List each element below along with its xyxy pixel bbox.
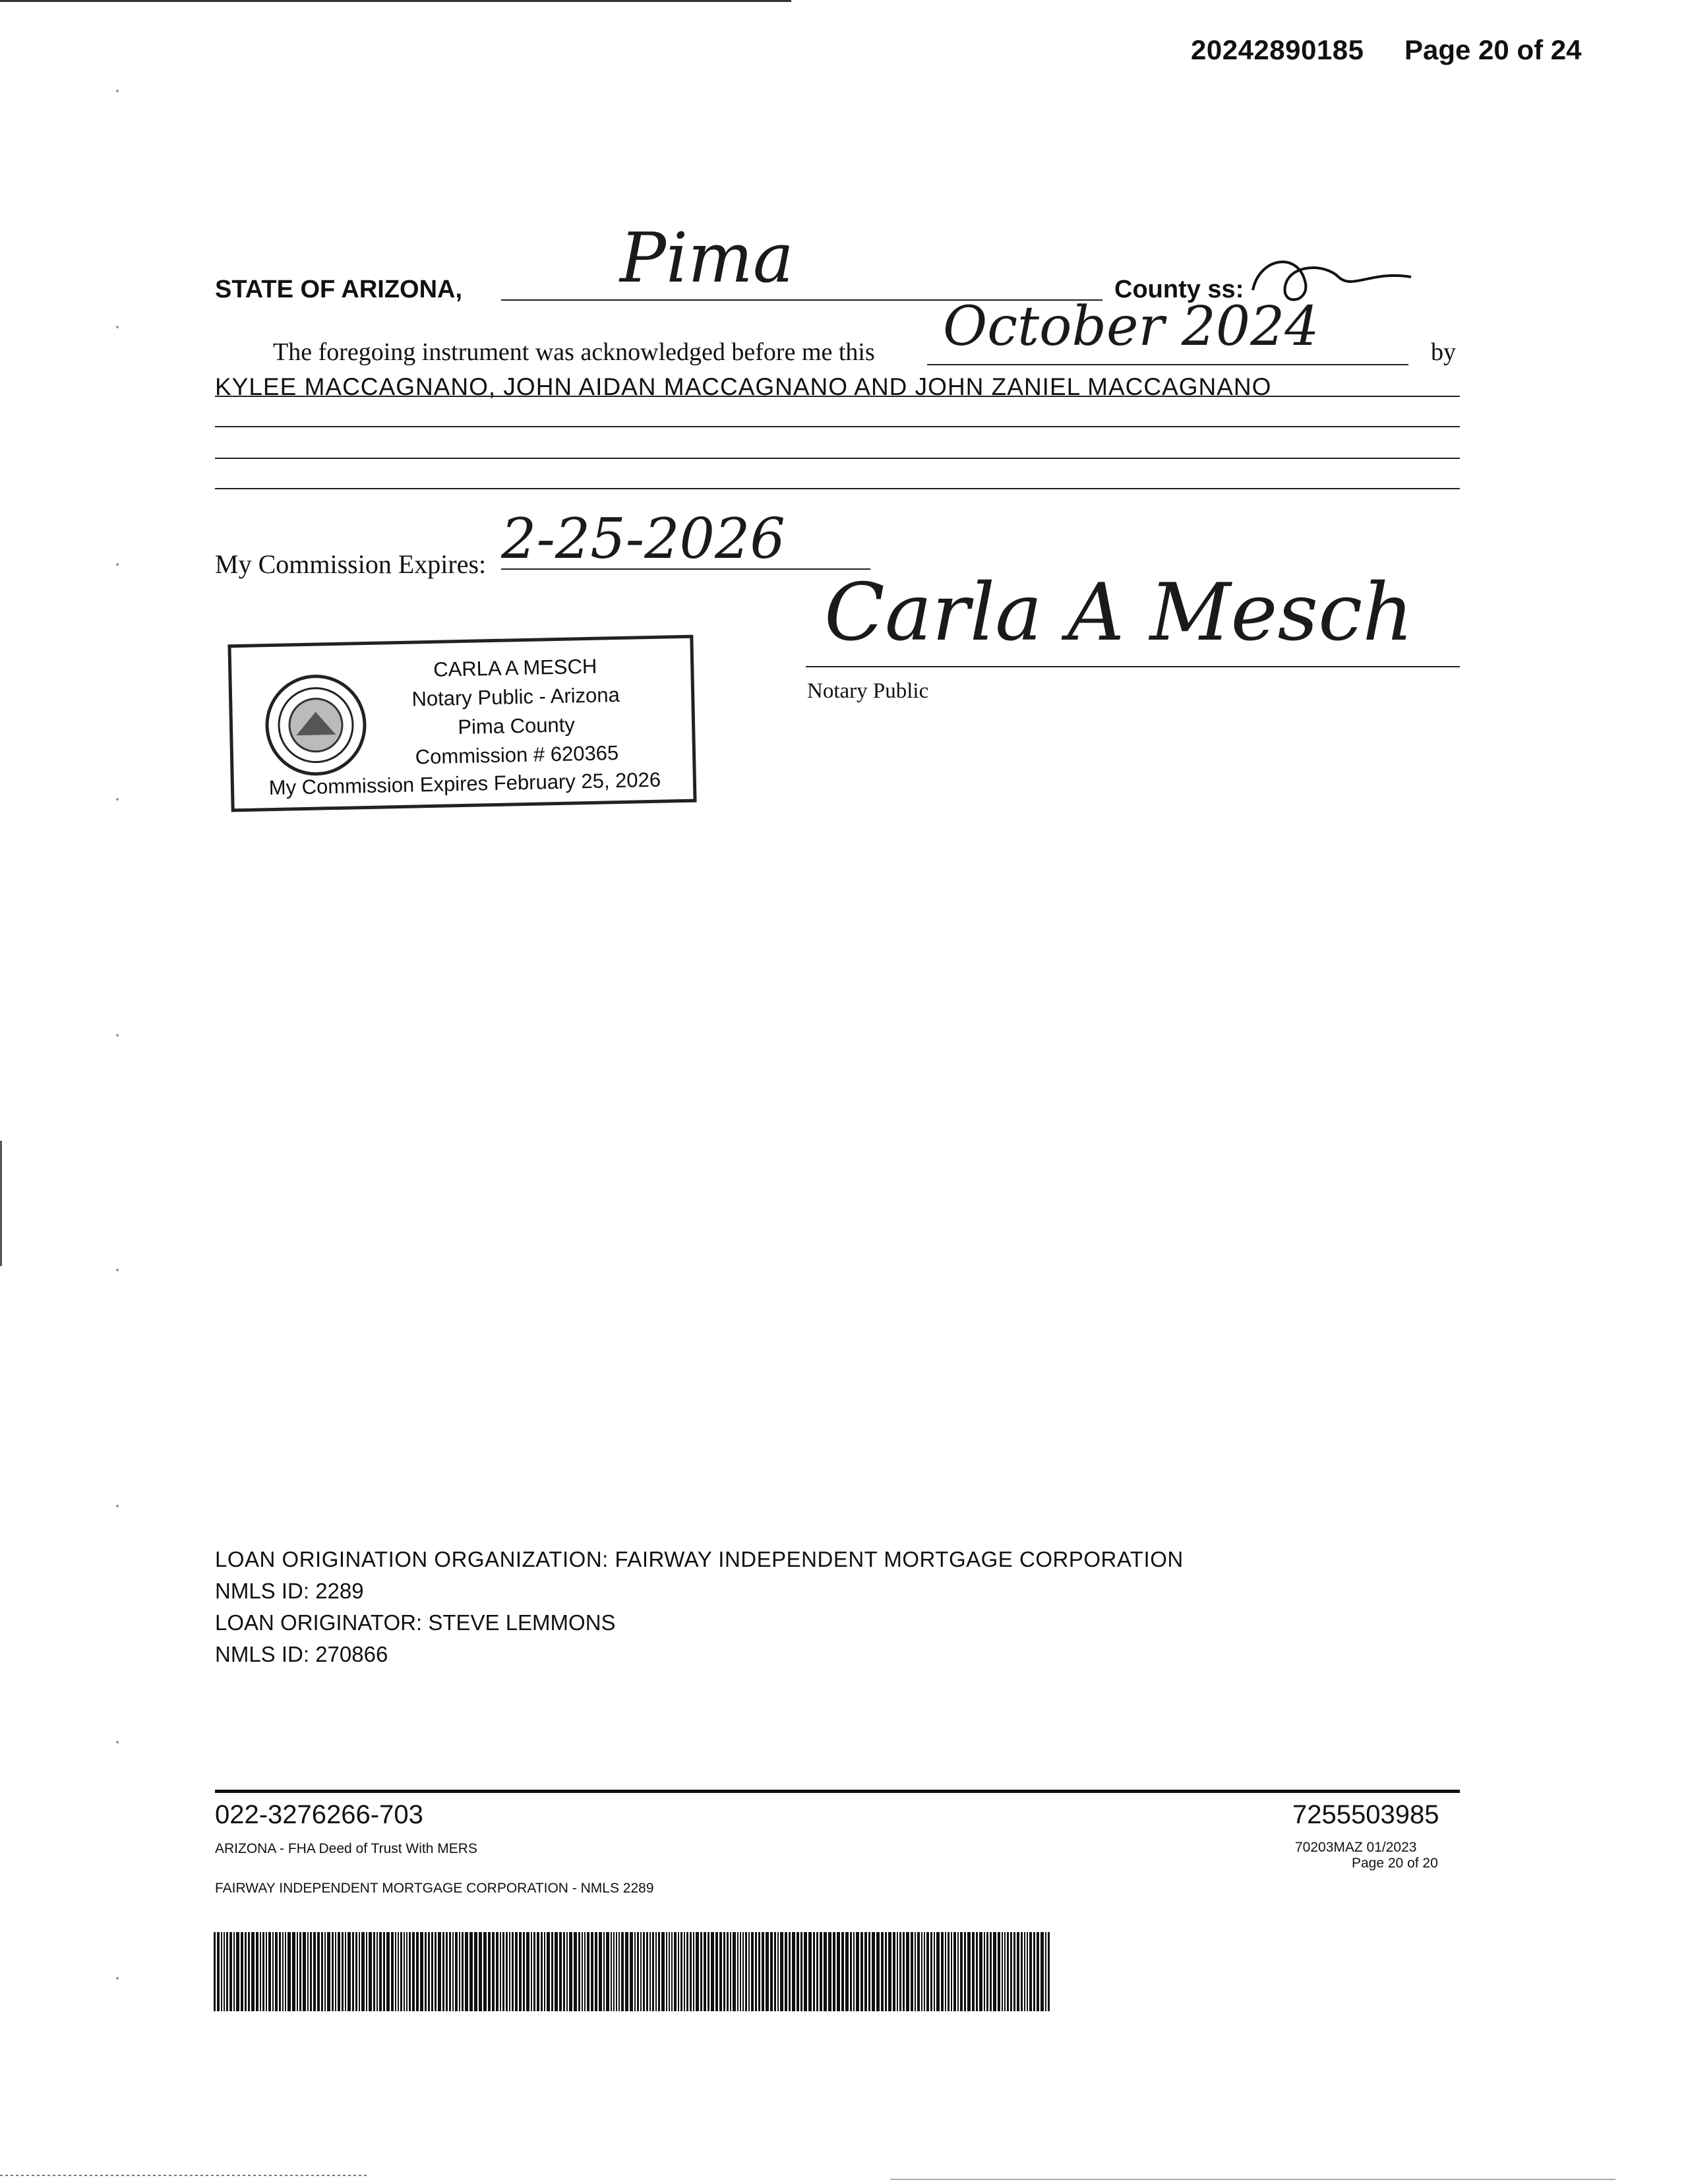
barcode-bar [621,1932,624,2011]
barcode-bar [893,1932,895,2011]
barcode-bar [967,1932,971,2011]
barcode-bar [272,1932,274,2011]
barcode-bar [833,1932,835,2011]
barcode-bar [361,1932,365,2011]
barcode-bar [649,1932,651,2011]
barcode-bar [742,1932,744,2011]
barcode-bar [976,1932,978,2011]
barcode-bar [526,1932,529,2011]
barcode-bar [317,1932,320,2011]
barcode-bar [876,1932,880,2011]
barcode-bar [233,1932,235,2011]
barcode-bar [618,1932,620,2011]
barcode-bar [708,1932,709,2011]
barcode-bar [690,1932,692,2011]
date-blank [927,364,1408,365]
barcode-bar [241,1932,243,2011]
barcode-bar [537,1932,539,2011]
barcode-bar [574,1932,577,2011]
barcode-bar [860,1932,863,2011]
stamp-name: CARLA A MESCH [433,654,597,681]
barcode-bar [733,1932,736,2011]
barcode-bar [921,1932,922,2011]
barcode-bar [658,1932,660,2011]
barcode-bar [906,1932,909,2011]
barcode-bar [335,1932,336,2011]
barcode-bar [310,1932,312,2011]
margin-dot [116,90,119,92]
barcode-bar [723,1932,725,2011]
barcode-bar [391,1932,394,2011]
barcode-bar [279,1932,281,2011]
stamp-title: Notary Public - Arizona [411,682,620,711]
barcode-bar [606,1932,609,2011]
barcode-bar [1007,1932,1009,2011]
barcode-bar [936,1932,940,2011]
barcode-bar [369,1932,372,2011]
barcode-bar [425,1932,427,2011]
barcode-bar [332,1932,334,2011]
barcode-bar [1048,1932,1050,2011]
barcode-bar [613,1932,615,2011]
margin-dot [116,1034,119,1037]
margin-dot [116,798,119,801]
barcode-bar [897,1932,898,2011]
barcode-bar [611,1932,612,2011]
barcode-bar [566,1932,568,2011]
barcode-bar [751,1932,754,2011]
acknowledgment-sentence: The foregoing instrument was acknowledged before me this [273,338,875,366]
barcode-bar [321,1932,323,2011]
barcode-bar [693,1932,694,2011]
barcode-bar [455,1932,458,2011]
barcode-bar [563,1932,565,2011]
barcode-bar [431,1932,433,2011]
barcode-bar [646,1932,648,2011]
barcode-bar [324,1932,326,2011]
barcode-bar [479,1932,482,2011]
barcode-bar [229,1932,232,2011]
barcode-bar [502,1932,504,2011]
barcode-bar [748,1932,750,2011]
loan-number: 022-3276266-703 [215,1800,423,1829]
barcode-bar [307,1932,309,2011]
barcode-bar [824,1932,827,2011]
barcode-bar [366,1932,367,2011]
barcode-bar [409,1932,411,2011]
barcode-bar [303,1932,306,2011]
barcode-bar [406,1932,407,2011]
doc-number: 7255503985 [1292,1800,1439,1829]
barcode-bar [745,1932,747,2011]
barcode-bar [551,1932,553,2011]
footer-rule [215,1790,1460,1793]
signers: KYLEE MACCAGNANO, JOHN AIDAN MACCAGNANO AND JOHN ZANIEL MACCAGNANO [215,373,1272,400]
barcode-bar [533,1932,535,2011]
barcode-bar [1045,1932,1046,2011]
signature-line [806,666,1460,667]
barcode-bar [214,1932,216,2011]
barcode-bar [217,1932,220,2011]
barcode-bar [762,1932,764,2011]
margin-dot [116,326,119,328]
barcode-bar [345,1932,346,2011]
barcode-bar [930,1932,932,2011]
barcode-bar [420,1932,423,2011]
barcode-bar [292,1932,295,2011]
barcode-bar [342,1932,344,2011]
barcode-bar [837,1932,840,2011]
barcode-bar [960,1932,963,2011]
barcode-bar [755,1932,757,2011]
barcode-bar [1027,1932,1028,2011]
barcode-bar [224,1932,225,2011]
notary-signature: Carla A Mesch [824,567,1414,659]
barcode-bar [400,1932,402,2011]
barcode-bar [435,1932,437,2011]
barcode-bar [379,1932,382,2011]
form-title: ARIZONA - FHA Deed of Trust With MERS [215,1841,477,1856]
barcode-bar [515,1932,518,2011]
margin-dot [116,1741,119,1744]
barcode-bar [1010,1932,1012,2011]
barcode-bar [547,1932,550,2011]
barcode-bar [416,1932,419,2011]
barcode-bar [993,1932,996,2011]
scan-edge-bottom [0,2175,369,2176]
barcode-bar [941,1932,944,2011]
blank-line [215,488,1460,489]
barcode-bar [800,1932,802,2011]
barcode-bar [377,1932,378,2011]
scan-edge-bottom [890,2179,1615,2180]
commission-handwritten: 2-25-2026 [501,506,785,571]
barcode-bar [804,1932,807,2011]
barcode-bar [853,1932,855,2011]
barcode-bar [1024,1932,1025,2011]
barcode-bar [327,1932,330,2011]
barcode-bar [715,1932,718,2011]
barcode-bar [986,1932,988,2011]
barcode-bar [355,1932,357,2011]
barcode-bar [953,1932,956,2011]
scan-edge [0,0,791,2]
barcode-bar [780,1932,783,2011]
margin-dot [116,1505,119,1507]
barcode-bar [719,1932,722,2011]
barcode-bar [500,1932,501,2011]
barcode-bar [727,1932,729,2011]
barcode-bar [868,1932,870,2011]
barcode-bar [313,1932,316,2011]
barcode-bar [386,1932,390,2011]
barcode-bar [496,1932,498,2011]
barcode-bar [678,1932,679,2011]
barcode-bar [911,1932,913,2011]
barcode-bar [287,1932,291,2011]
barcode-bar [509,1932,510,2011]
barcode-bar [236,1932,239,2011]
form-code: 70203MAZ 01/2023 [1295,1840,1417,1855]
margin-dot [116,1977,119,1980]
barcode-bar [951,1932,952,2011]
barcode-bar [730,1932,731,2011]
barcode-bar [998,1932,1000,2011]
barcode-bar [544,1932,545,2011]
barcode-bar [841,1932,844,2011]
barcode-bar [637,1932,639,2011]
barcode-bar [383,1932,385,2011]
barcode-bar [700,1932,702,2011]
barcode-bar [864,1932,867,2011]
stamp-expires: My Commission Expires February 25, 2026 [268,768,661,800]
barcode-bar [347,1932,351,2011]
barcode-bar [587,1932,589,2011]
lender-name: FAIRWAY INDEPENDENT MORTGAGE CORPORATION - NMLS 2289 [215,1881,654,1896]
barcode-bar [226,1932,228,2011]
barcode-bar [630,1932,633,2011]
state-seal-icon [262,671,369,779]
barcode-bar [523,1932,525,2011]
org-nmls-id: NMLS ID: 2289 [215,1579,364,1603]
barcode-bar [669,1932,670,2011]
barcode-bar [924,1932,925,2011]
barcode-bar [957,1932,959,2011]
barcode-bar [338,1932,340,2011]
barcode-bar [266,1932,267,2011]
barcode-bar [964,1932,966,2011]
barcode-bar [282,1932,284,2011]
barcode-bar [483,1932,487,2011]
barcode-bar [245,1932,247,2011]
barcode-bar [774,1932,776,2011]
stamp-commission-number: Commission # 620365 [415,741,619,769]
barcode-bar [777,1932,779,2011]
barcode-bar [449,1932,451,2011]
barcode-bar [643,1932,645,2011]
barcode-bar [398,1932,399,2011]
barcode-bar [519,1932,522,2011]
barcode-bar [850,1932,852,2011]
barcode-bar [674,1932,677,2011]
barcode-bar [1013,1932,1015,2011]
barcode-bar [578,1932,580,2011]
barcode-bar [297,1932,298,2011]
barcode-bar [373,1932,375,2011]
barcode-bar [813,1932,815,2011]
barcode-bar [1021,1932,1023,2011]
barcode-bar [990,1932,992,2011]
barcode-bar [603,1932,605,2011]
barcode-bar [881,1932,884,2011]
barcode-bar [625,1932,628,2011]
barcode-bar [634,1932,636,2011]
barcode-bar [888,1932,891,2011]
barcode-bar [442,1932,444,2011]
barcode-bar [655,1932,657,2011]
barcode-bar [359,1932,360,2011]
barcode-bar [262,1932,264,2011]
barcode-bar [808,1932,812,2011]
barcode-bar [559,1932,562,2011]
barcode-bar [785,1932,787,2011]
barcode-bar [948,1932,950,2011]
barcode-bar [541,1932,543,2011]
barcode-bar [1029,1932,1032,2011]
barcode-bar [492,1932,495,2011]
barcode-bar [820,1932,822,2011]
state-label: STATE OF ARIZONA, [215,276,463,303]
barcode-bar [569,1932,572,2011]
barcode-bar [221,1932,222,2011]
barcode-bar [462,1932,464,2011]
form-page: Page 20 of 20 [1352,1856,1438,1871]
barcode-bar [696,1932,699,2011]
originator-nmls-id: NMLS ID: 270866 [215,1642,388,1666]
recording-number: 20242890185 [1191,34,1364,65]
loan-origination-org: LOAN ORIGINATION ORGANIZATION: FAIRWAY INDEPENDENT MORTGAGE CORPORATION [215,1547,1184,1571]
barcode-bar [671,1932,673,2011]
page-label: Page 20 of 24 [1404,34,1582,65]
barcode-bar [816,1932,818,2011]
barcode-bar [584,1932,586,2011]
barcode-bar [275,1932,278,2011]
date-handwritten: October 2024 [943,295,1319,358]
barcode-bar [686,1932,688,2011]
barcode-bar [652,1932,654,2011]
barcode-bar [680,1932,682,2011]
county-handwritten: Pima [620,218,794,298]
barcode-bar [945,1932,946,2011]
barcode-bar [1017,1932,1019,2011]
barcode-bar [285,1932,286,2011]
barcode-bar [984,1932,985,2011]
barcode-bar [268,1932,271,2011]
by-label: by [1431,338,1456,366]
barcode-bar [1037,1932,1039,2011]
barcode-bar [704,1932,706,2011]
barcode-bar [599,1932,602,2011]
barcode-bar [512,1932,514,2011]
barcode-bar [885,1932,887,2011]
barcode-bar [903,1932,905,2011]
barcode-bar [531,1932,532,2011]
barcode-bar [256,1932,258,2011]
barcode-bar [740,1932,741,2011]
barcode-bar [684,1932,685,2011]
stamp-county: Pima County [458,713,576,739]
barcode-bar [248,1932,250,2011]
barcode-bar [465,1932,468,2011]
barcode-bar [299,1932,301,2011]
barcode-bar [737,1932,738,2011]
blank-line [215,426,1460,427]
barcode-bar [917,1932,920,2011]
barcode-bar [845,1932,849,2011]
barcode-bar [395,1932,396,2011]
barcode-bar [404,1932,405,2011]
barcode-bar [428,1932,430,2011]
barcode-bar [915,1932,916,2011]
barcode-bar [666,1932,667,2011]
barcode-bar [469,1932,473,2011]
barcode-bar [1040,1932,1044,2011]
barcode-bar [251,1932,255,2011]
margin-dot [116,563,119,566]
commission-blank [501,568,870,570]
barcode-bar [661,1932,665,2011]
county-label: County ss: [1114,276,1244,303]
barcode-bar [856,1932,859,2011]
blank-line [215,458,1460,459]
barcode-bar [934,1932,935,2011]
notary-stamp [227,635,696,812]
barcode-bar [438,1932,441,2011]
barcode [214,1932,1058,2011]
barcode-bar [758,1932,760,2011]
barcode-bar [446,1932,448,2011]
barcode-bar [412,1932,415,2011]
barcode-bar [1002,1932,1003,2011]
barcode-bar [452,1932,454,2011]
margin-dot [116,1269,119,1271]
barcode-bar [352,1932,354,2011]
barcode-bar [506,1932,508,2011]
barcode-bar [872,1932,875,2011]
signers-line [215,396,1460,397]
barcode-bar [260,1932,261,2011]
scan-edge-left [0,1141,2,1266]
barcode-bar [616,1932,617,2011]
barcode-bar [789,1932,791,2011]
barcode-bar [972,1932,975,2011]
barcode-bar [766,1932,769,2011]
barcode-bar [555,1932,558,2011]
barcode-bar [828,1932,831,2011]
barcode-bar [926,1932,929,2011]
loan-originator: LOAN ORIGINATOR: STEVE LEMMONS [215,1610,616,1635]
commission-label: My Commission Expires: [215,549,487,579]
barcode-bar [595,1932,597,2011]
barcode-bar [979,1932,982,2011]
barcode-bar [792,1932,795,2011]
barcode-bar [899,1932,901,2011]
barcode-bar [488,1932,491,2011]
barcode-bar [474,1932,477,2011]
barcode-bar [1004,1932,1006,2011]
barcode-bar [591,1932,593,2011]
barcode-bar [711,1932,714,2011]
barcode-bar [797,1932,799,2011]
barcode-bar [582,1932,583,2011]
barcode-bar [770,1932,773,2011]
barcode-bar [459,1932,460,2011]
barcode-bar [640,1932,642,2011]
barcode-bar [1033,1932,1035,2011]
notary-public-label: Notary Public [807,679,929,703]
